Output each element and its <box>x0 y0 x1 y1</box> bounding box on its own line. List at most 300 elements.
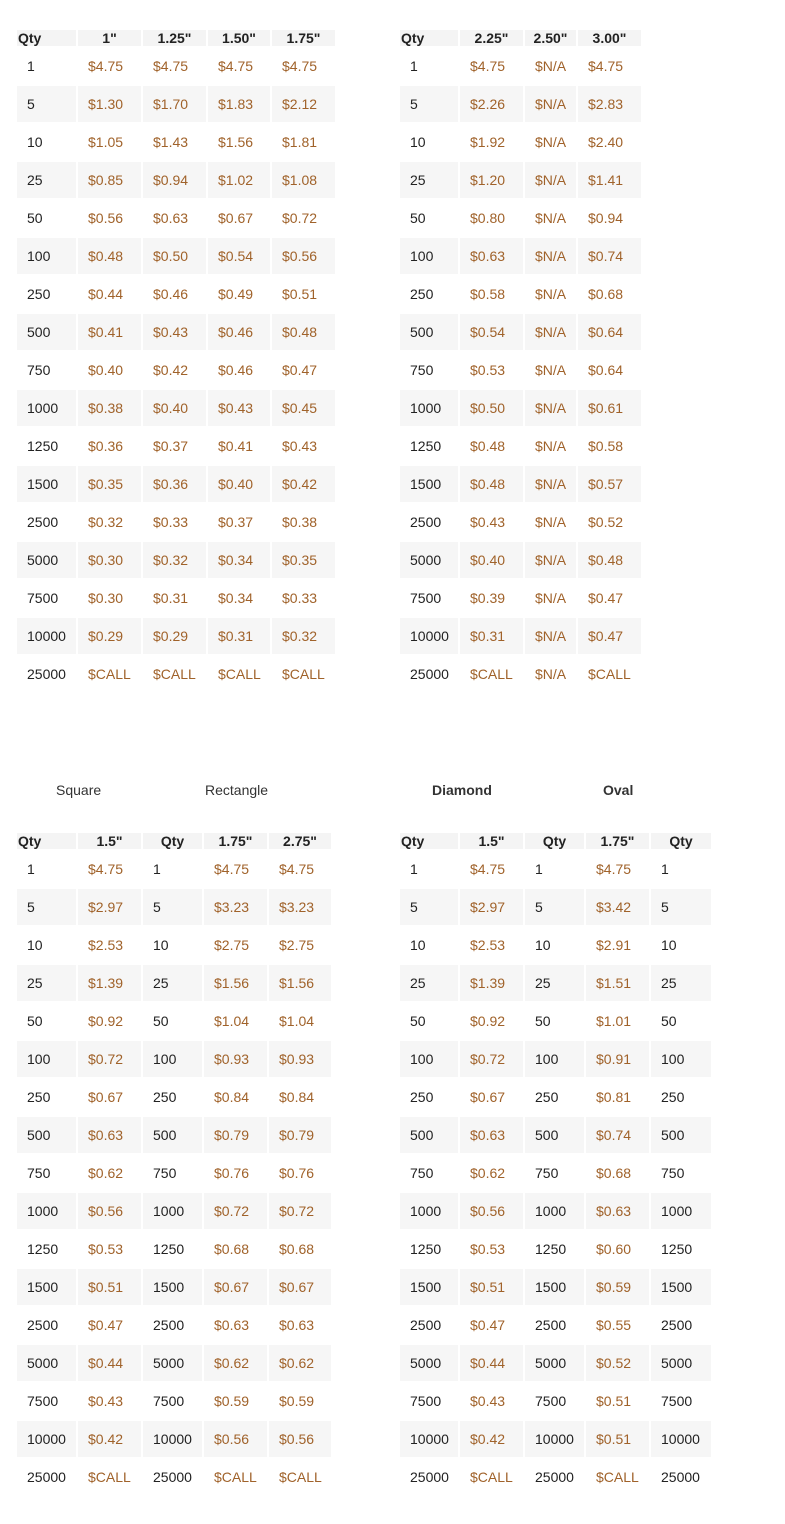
qty-cell: 25 <box>17 965 76 1001</box>
price-cell: $0.94 <box>143 162 206 198</box>
qty-cell: 50 <box>410 1013 426 1029</box>
qty-cell: 750 <box>410 362 434 378</box>
table-row <box>17 428 335 464</box>
qty-cell: 750 <box>153 1165 177 1181</box>
price-cell: $0.60 <box>596 1241 632 1257</box>
table-row <box>400 1155 711 1191</box>
table-row <box>400 1193 711 1229</box>
price-cell: $0.32 <box>272 618 335 654</box>
qty-cell: 10000 <box>400 618 458 654</box>
price-cell: $0.85 <box>78 162 141 198</box>
price-cell: $0.68 <box>214 1241 250 1257</box>
table-row <box>400 1117 711 1153</box>
qty-cell: 25 <box>17 162 76 198</box>
price-cell: $0.51 <box>460 1269 523 1305</box>
qty-cell: 1500 <box>143 1269 202 1305</box>
table-row <box>17 1307 331 1343</box>
table-row <box>17 48 335 84</box>
qty-cell: 5000 <box>400 542 458 578</box>
price-cell: $0.42 <box>460 1421 523 1457</box>
price-cell: $1.81 <box>282 134 318 150</box>
price-cell: $0.44 <box>88 286 124 302</box>
table-row <box>17 1345 331 1381</box>
price-cell: $1.92 <box>470 134 506 150</box>
price-cell: $4.75 <box>596 861 632 877</box>
table-row <box>17 580 335 616</box>
price-cell: $N/A <box>525 466 576 502</box>
qty-cell: 25 <box>143 965 202 1001</box>
qty-cell: 5 <box>400 86 458 122</box>
qty-cell: 1 <box>661 861 669 877</box>
table-row <box>17 1003 331 1039</box>
qty-cell: 10 <box>27 134 43 150</box>
qty-cell: 1 <box>153 861 161 877</box>
qty-cell: 2500 <box>535 1317 567 1333</box>
price-cell: $0.43 <box>470 1393 506 1409</box>
qty-cell: 25000 <box>661 1469 700 1485</box>
qty-cell: 1500 <box>400 466 458 502</box>
qty-cell: 10 <box>535 937 551 953</box>
qty-cell: 100 <box>17 238 76 274</box>
qty-cell: 25 <box>525 965 584 1001</box>
rectangle-label: Rectangle <box>205 782 269 798</box>
price-cell: $0.76 <box>214 1165 250 1181</box>
qty-cell: 25000 <box>535 1469 574 1485</box>
table-row <box>17 1155 331 1191</box>
qty-cell: 25000 <box>410 666 449 682</box>
table-row <box>400 48 641 84</box>
price-cell: $N/A <box>535 590 567 606</box>
table-row <box>400 124 641 160</box>
price-cell: $4.75 <box>88 861 124 877</box>
price-cell: $0.67 <box>218 210 254 226</box>
price-cell: $4.75 <box>279 861 315 877</box>
price-cell: $0.48 <box>578 542 641 578</box>
column-header: 1.5" <box>460 833 523 849</box>
price-cell: $0.63 <box>586 1193 649 1229</box>
table-row <box>17 851 331 887</box>
qty-cell: 25000 <box>27 1469 66 1485</box>
column-header: 1.75" <box>586 833 649 849</box>
price-cell: $0.51 <box>282 286 318 302</box>
qty-cell: 1250 <box>27 1241 59 1257</box>
price-cell: $0.68 <box>588 286 624 302</box>
diamond-oval-price-table <box>398 831 713 1497</box>
price-cell: $0.67 <box>470 1089 506 1105</box>
price-cell: $0.72 <box>269 1193 331 1229</box>
table-row <box>400 352 641 388</box>
price-cell: $0.64 <box>588 362 624 378</box>
price-cell: $0.42 <box>78 1421 141 1457</box>
price-cell: $0.31 <box>208 618 270 654</box>
price-cell: $0.64 <box>578 314 641 350</box>
price-cell: $0.63 <box>279 1317 315 1333</box>
price-cell: $0.48 <box>272 314 335 350</box>
price-cell: $2.97 <box>78 889 141 925</box>
price-cell: $1.83 <box>208 86 270 122</box>
qty-cell: 7500 <box>27 590 59 606</box>
price-cell: $N/A <box>525 162 576 198</box>
qty-cell: 1000 <box>143 1193 202 1229</box>
price-cell: $0.47 <box>588 590 624 606</box>
price-cell: $3.23 <box>269 889 331 925</box>
price-cell: $0.52 <box>588 514 624 530</box>
price-cell: $N/A <box>525 314 576 350</box>
qty-cell: 10000 <box>525 1421 584 1457</box>
price-cell: $0.56 <box>269 1421 331 1457</box>
qty-cell: 25000 <box>410 1469 449 1485</box>
price-cell: $0.67 <box>269 1269 331 1305</box>
price-cell: $0.31 <box>460 618 523 654</box>
qty-cell: 10 <box>661 937 677 953</box>
qty-cell: 500 <box>400 1117 458 1153</box>
qty-cell: 2500 <box>153 1317 185 1333</box>
price-cell: $N/A <box>535 134 567 150</box>
price-cell: $0.67 <box>204 1269 267 1305</box>
price-cell: $CALL <box>214 1469 257 1485</box>
price-cell: $0.29 <box>143 618 206 654</box>
price-cell: $2.53 <box>470 937 506 953</box>
table-row <box>400 1003 711 1039</box>
qty-cell: 1250 <box>410 1241 442 1257</box>
qty-cell: 1000 <box>400 390 458 426</box>
qty-cell: 500 <box>17 1117 76 1153</box>
qty-cell: 10000 <box>651 1421 711 1457</box>
table-row <box>17 1079 331 1115</box>
table-row <box>17 1193 331 1229</box>
price-cell: $0.59 <box>214 1393 250 1409</box>
price-cell: $0.35 <box>272 542 335 578</box>
qty-cell: 2500 <box>410 514 442 530</box>
price-cell: $0.58 <box>588 438 624 454</box>
price-cell: $N/A <box>535 438 567 454</box>
qty-cell: 1000 <box>400 1193 458 1229</box>
qty-cell: 5000 <box>17 542 76 578</box>
qty-cell: 250 <box>535 1089 559 1105</box>
qty-cell: 5000 <box>651 1345 711 1381</box>
qty-cell: 1 <box>27 58 35 74</box>
qty-cell: 500 <box>17 314 76 350</box>
price-cell: $N/A <box>535 362 567 378</box>
qty-cell: 10000 <box>400 1421 458 1457</box>
column-header: 2.25" <box>460 30 523 46</box>
price-cell: $3.42 <box>586 889 649 925</box>
price-cell: $0.47 <box>470 1317 506 1333</box>
column-header: 1.75" <box>272 30 335 46</box>
price-cell: $1.39 <box>78 965 141 1001</box>
column-header: Qty <box>17 833 76 849</box>
qty-cell: 500 <box>400 314 458 350</box>
price-cell: $0.31 <box>153 590 189 606</box>
price-cell: $0.34 <box>208 542 270 578</box>
square-label: Square <box>56 782 102 798</box>
price-cell: $0.37 <box>218 514 254 530</box>
price-cell: $0.62 <box>204 1345 267 1381</box>
price-cell: $0.36 <box>88 438 124 454</box>
price-cell: $0.51 <box>596 1393 632 1409</box>
price-cell: $1.41 <box>578 162 641 198</box>
table-row <box>400 276 641 312</box>
table-row <box>17 1231 331 1267</box>
table-row <box>400 1079 711 1115</box>
price-cell: $0.43 <box>208 390 270 426</box>
column-header: Qty <box>143 833 202 849</box>
price-cell: $4.75 <box>588 58 624 74</box>
qty-cell: 5 <box>400 889 458 925</box>
price-cell: $CALL <box>153 666 196 682</box>
price-cell: $1.51 <box>586 965 649 1001</box>
price-cell: $0.43 <box>282 438 318 454</box>
price-cell: $0.59 <box>586 1269 649 1305</box>
price-cell: $0.68 <box>279 1241 315 1257</box>
table-row <box>400 1383 711 1419</box>
table-row <box>400 618 641 654</box>
price-cell: $0.84 <box>279 1089 315 1105</box>
price-cell: $0.39 <box>470 590 506 606</box>
price-cell: $CALL <box>279 1469 322 1485</box>
qty-cell: 750 <box>410 1165 434 1181</box>
column-header: 2.75" <box>269 833 331 849</box>
price-cell: $1.56 <box>269 965 331 1001</box>
table-header-row <box>400 833 711 849</box>
qty-cell: 10000 <box>17 618 76 654</box>
qty-cell: 10 <box>410 134 426 150</box>
column-header: 1.75" <box>204 833 267 849</box>
qty-cell: 25000 <box>27 666 66 682</box>
table-row <box>400 390 641 426</box>
price-cell: $0.80 <box>470 210 506 226</box>
price-cell: $0.40 <box>143 390 206 426</box>
table-row <box>17 965 331 1001</box>
price-cell: $3.23 <box>204 889 267 925</box>
price-cell: $0.54 <box>460 314 523 350</box>
column-header: 2.50" <box>525 30 576 46</box>
price-cell: $1.56 <box>204 965 267 1001</box>
table-row <box>400 1041 711 1077</box>
column-header: 1.25" <box>143 30 206 46</box>
price-cell: $1.01 <box>596 1013 632 1029</box>
qty-cell: 10000 <box>143 1421 202 1457</box>
price-cell: $0.67 <box>88 1089 124 1105</box>
price-cell: $0.56 <box>272 238 335 274</box>
table-row <box>400 238 641 274</box>
price-cell: $N/A <box>525 238 576 274</box>
qty-cell: 5000 <box>525 1345 584 1381</box>
price-cell: $0.72 <box>204 1193 267 1229</box>
price-cell: $0.33 <box>153 514 189 530</box>
qty-cell: 1250 <box>535 1241 567 1257</box>
qty-cell: 5000 <box>143 1345 202 1381</box>
table-row <box>17 927 331 963</box>
price-cell: $0.43 <box>88 1393 124 1409</box>
price-cell: $0.74 <box>586 1117 649 1153</box>
qty-cell: 25000 <box>153 1469 192 1485</box>
price-cell: $1.04 <box>214 1013 250 1029</box>
table-row <box>17 542 335 578</box>
price-cell: $0.52 <box>586 1345 649 1381</box>
table-row <box>400 504 641 540</box>
price-cell: $0.43 <box>470 514 506 530</box>
table-row <box>17 1269 331 1305</box>
qty-cell: 5000 <box>400 1345 458 1381</box>
qty-cell: 1 <box>27 861 35 877</box>
table-row <box>400 1231 711 1267</box>
price-cell: $0.79 <box>204 1117 267 1153</box>
table-row <box>400 656 641 692</box>
qty-cell: 5 <box>651 889 711 925</box>
price-cell: $0.49 <box>218 286 254 302</box>
price-cell: $0.84 <box>214 1089 250 1105</box>
price-cell: $0.63 <box>78 1117 141 1153</box>
qty-cell: 1000 <box>17 1193 76 1229</box>
price-cell: $0.38 <box>78 390 141 426</box>
price-cell: $CALL <box>588 666 631 682</box>
column-header: 1.5" <box>78 833 141 849</box>
table-row <box>17 162 335 198</box>
price-cell: $0.53 <box>88 1241 124 1257</box>
qty-cell: 750 <box>27 1165 51 1181</box>
price-cell: $4.75 <box>153 58 189 74</box>
price-cell: $1.43 <box>153 134 189 150</box>
table-row <box>17 390 335 426</box>
price-cell: $0.91 <box>586 1041 649 1077</box>
table-row <box>400 1269 711 1305</box>
price-cell: $2.53 <box>88 937 124 953</box>
price-cell: $4.75 <box>218 58 254 74</box>
qty-cell: 250 <box>410 1089 434 1105</box>
table-row <box>17 86 335 122</box>
price-cell: $0.56 <box>460 1193 523 1229</box>
price-cell: $0.63 <box>460 238 523 274</box>
price-cell: $2.12 <box>272 86 335 122</box>
qty-cell: 1500 <box>651 1269 711 1305</box>
price-cell: $0.48 <box>460 466 523 502</box>
price-cell: $N/A <box>535 514 567 530</box>
qty-cell: 1000 <box>17 390 76 426</box>
price-cell: $1.70 <box>143 86 206 122</box>
price-cell: $N/A <box>535 210 567 226</box>
price-cell: $0.47 <box>88 1317 124 1333</box>
price-cell: $0.50 <box>143 238 206 274</box>
price-cell: $N/A <box>525 618 576 654</box>
price-cell: $0.62 <box>470 1165 506 1181</box>
price-cell: $0.63 <box>460 1117 523 1153</box>
qty-cell: 25 <box>400 162 458 198</box>
price-cell: $1.02 <box>208 162 270 198</box>
qty-cell: 25 <box>651 965 711 1001</box>
price-cell: $0.56 <box>88 210 124 226</box>
column-header: Qty <box>400 833 458 849</box>
table-row <box>17 314 335 350</box>
price-cell: $1.20 <box>460 162 523 198</box>
qty-cell: 1000 <box>651 1193 711 1229</box>
price-cell: $0.57 <box>578 466 641 502</box>
column-header: Qty <box>17 30 76 46</box>
table-row <box>400 86 641 122</box>
price-cell: $0.93 <box>269 1041 331 1077</box>
table-row <box>17 1421 331 1457</box>
round-price-table-small <box>15 28 337 694</box>
table-row <box>400 965 711 1001</box>
qty-cell: 1250 <box>153 1241 185 1257</box>
qty-cell: 7500 <box>661 1393 693 1409</box>
qty-cell: 1 <box>410 861 418 877</box>
price-cell: $0.29 <box>78 618 141 654</box>
price-cell: $2.40 <box>588 134 624 150</box>
price-cell: $0.94 <box>588 210 624 226</box>
qty-cell: 1500 <box>17 1269 76 1305</box>
price-cell: $0.61 <box>578 390 641 426</box>
price-cell: $0.46 <box>218 362 254 378</box>
qty-cell: 250 <box>27 1089 51 1105</box>
price-cell: $0.32 <box>143 542 206 578</box>
price-cell: $N/A <box>525 86 576 122</box>
qty-cell: 2500 <box>661 1317 693 1333</box>
price-cell: $2.91 <box>596 937 632 953</box>
qty-cell: 5 <box>17 86 76 122</box>
qty-cell: 2500 <box>410 1317 442 1333</box>
qty-cell: 100 <box>17 1041 76 1077</box>
qty-cell: 7500 <box>153 1393 185 1409</box>
qty-cell: 100 <box>525 1041 584 1077</box>
price-cell: $N/A <box>535 666 567 682</box>
price-cell: $0.42 <box>153 362 189 378</box>
qty-cell: 100 <box>400 238 458 274</box>
qty-cell: 7500 <box>535 1393 567 1409</box>
qty-cell: 1 <box>535 861 543 877</box>
price-cell: $0.47 <box>578 618 641 654</box>
price-cell: $0.59 <box>279 1393 315 1409</box>
qty-cell: 250 <box>27 286 51 302</box>
qty-cell: 50 <box>535 1013 551 1029</box>
price-cell: $0.37 <box>153 438 189 454</box>
price-cell: $0.47 <box>282 362 318 378</box>
price-cell: $0.58 <box>470 286 506 302</box>
table-row <box>400 580 641 616</box>
qty-cell: 10 <box>410 937 426 953</box>
price-cell: $0.33 <box>282 590 318 606</box>
price-cell: $4.75 <box>214 861 250 877</box>
price-cell: $0.63 <box>153 210 189 226</box>
qty-cell: 5 <box>17 889 76 925</box>
square-rectangle-price-table <box>15 831 333 1497</box>
column-header: Qty <box>400 30 458 46</box>
price-cell: $0.41 <box>78 314 141 350</box>
price-cell: $1.04 <box>279 1013 315 1029</box>
table-row <box>400 1307 711 1343</box>
qty-cell: 750 <box>27 362 51 378</box>
price-cell: $0.30 <box>88 590 124 606</box>
table-row <box>17 1383 331 1419</box>
price-cell: $0.74 <box>578 238 641 274</box>
price-cell: $0.62 <box>269 1345 331 1381</box>
price-cell: $0.44 <box>460 1345 523 1381</box>
price-cell: $2.26 <box>460 86 523 122</box>
qty-cell: 10 <box>153 937 169 953</box>
qty-cell: 5 <box>525 889 584 925</box>
price-cell: $N/A <box>535 58 567 74</box>
price-cell: $4.75 <box>88 58 124 74</box>
price-cell: $0.41 <box>218 438 254 454</box>
qty-cell: 750 <box>535 1165 559 1181</box>
price-cell: $0.72 <box>78 1041 141 1077</box>
table-row <box>400 162 641 198</box>
table-row <box>17 1041 331 1077</box>
price-cell: $0.53 <box>470 362 506 378</box>
price-cell: $N/A <box>535 286 567 302</box>
qty-cell: 2500 <box>27 1317 59 1333</box>
price-cell: $0.72 <box>282 210 318 226</box>
